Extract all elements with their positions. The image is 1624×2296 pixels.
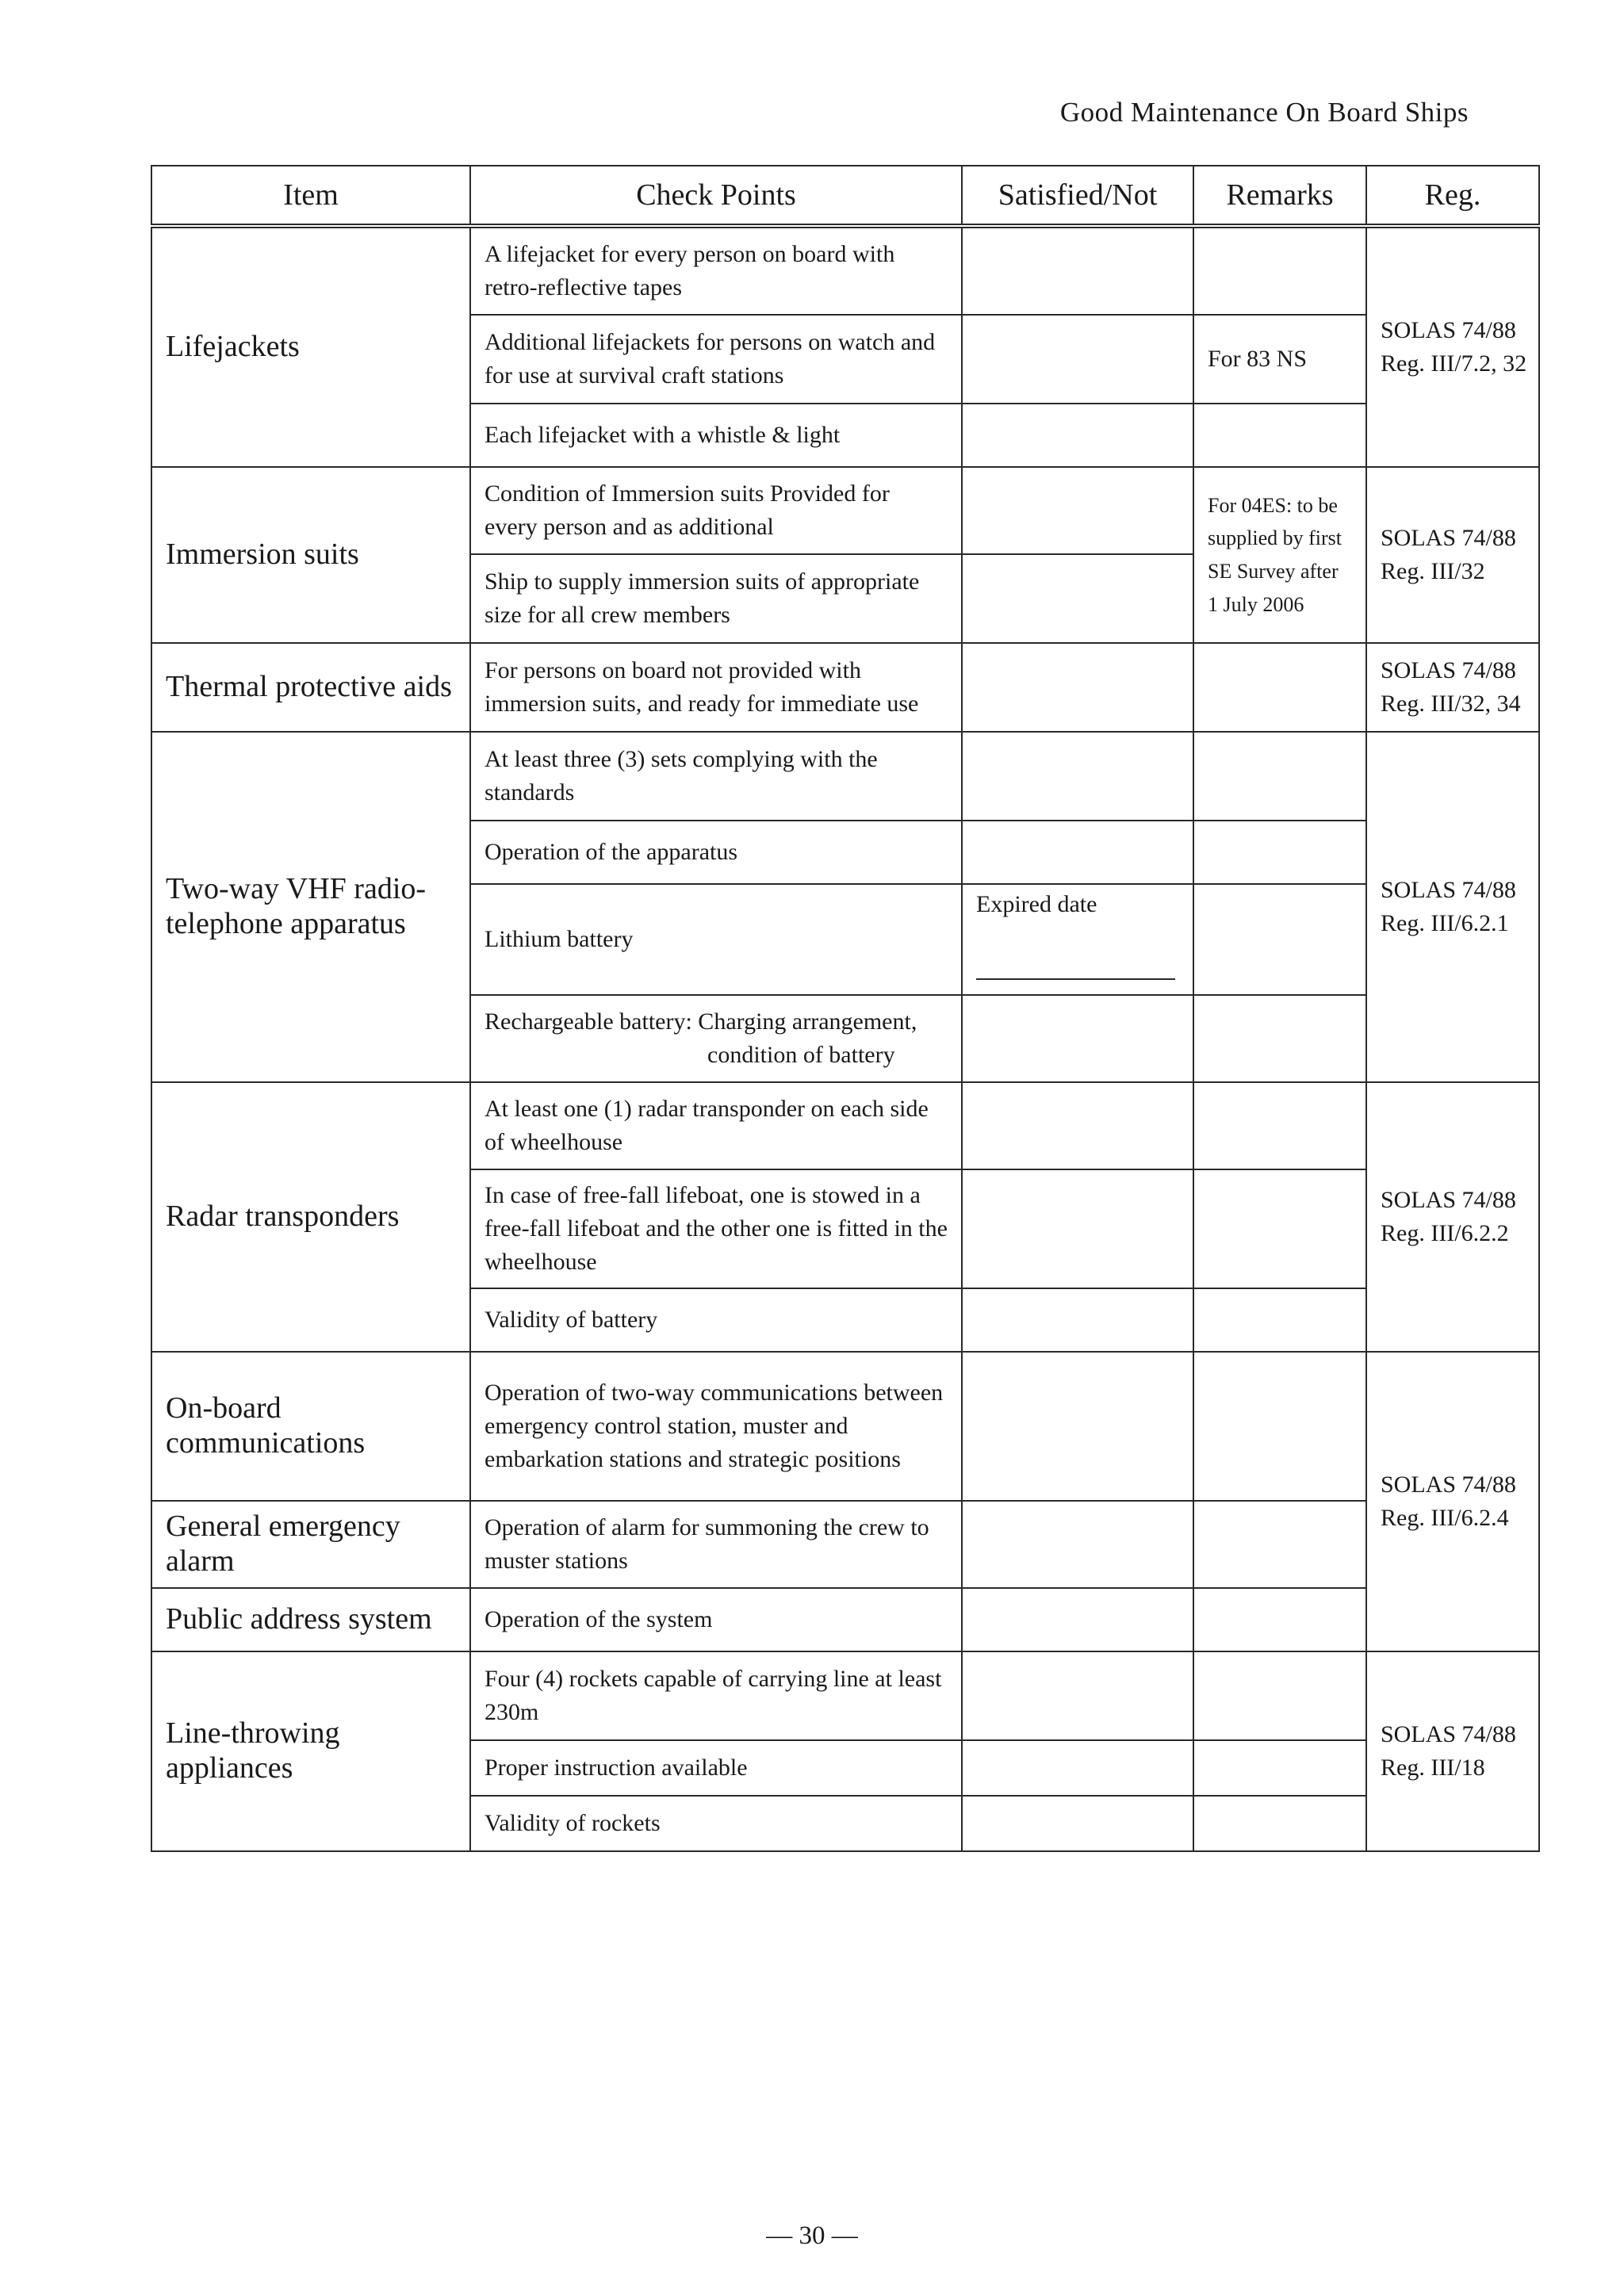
remarks-cell[interactable]	[1193, 821, 1366, 884]
satisfied-cell[interactable]	[962, 1288, 1193, 1352]
table-row	[151, 1588, 1539, 1651]
remarks-cell[interactable]	[1193, 1796, 1366, 1851]
satisfied-cell[interactable]	[962, 1796, 1193, 1851]
satisfied-cell[interactable]	[962, 1352, 1193, 1501]
table-row	[151, 1352, 1539, 1501]
check-point-cell: Each lifejacket with a whistle & light	[470, 404, 962, 467]
satisfied-cell[interactable]	[962, 995, 1193, 1082]
satisfied-cell[interactable]	[962, 404, 1193, 467]
reg-cell: SOLAS 74/88 Reg. III/32	[1366, 467, 1539, 643]
satisfied-cell[interactable]	[962, 467, 1193, 554]
item-cell: Thermal protective aids	[151, 643, 470, 732]
check-point-cell: Operation of the system	[470, 1588, 962, 1651]
running-header: Good Maintenance On Board Ships	[1059, 97, 1469, 128]
inspection-checklist-table	[151, 165, 1540, 1852]
item-cell: Lifejackets	[151, 226, 470, 467]
check-point-cell: Lithium battery	[470, 884, 962, 995]
satisfied-cell[interactable]	[962, 1501, 1193, 1588]
item-cell: Two-way VHF radio-telephone apparatus	[151, 732, 470, 1082]
check-point-cell: At least three (3) sets complying with the standards	[470, 732, 962, 821]
check-point-cell: Operation of the apparatus	[470, 821, 962, 884]
item-cell: Public address system	[151, 1588, 470, 1651]
check-point-cell: Proper instruction available	[470, 1740, 962, 1796]
check-point-text-continued: condition of battery	[707, 1042, 895, 1068]
table-row	[151, 643, 1539, 732]
remarks-cell[interactable]	[1193, 404, 1366, 467]
table-row	[151, 1501, 1539, 1588]
check-point-cell: Operation of two-way communications between emergency control station, muster and embarkation stations and strategic positions	[470, 1352, 962, 1501]
remarks-cell[interactable]	[1193, 1740, 1366, 1796]
expired-date-cell[interactable]	[962, 884, 1193, 995]
column-header-remarks: Remarks	[1193, 166, 1366, 226]
expired-date-label: Expired date	[976, 891, 1097, 917]
check-point-cell	[470, 995, 962, 1082]
table-row	[151, 226, 1539, 315]
remarks-cell[interactable]	[1193, 884, 1366, 995]
check-point-cell: Validity of rockets	[470, 1796, 962, 1851]
remarks-cell[interactable]	[1193, 1651, 1366, 1740]
table-row	[151, 467, 1539, 554]
check-point-cell: A lifejacket for every person on board with retro-reflective tapes	[470, 226, 962, 315]
column-header-reg: Reg.	[1366, 166, 1539, 226]
remarks-cell[interactable]	[1193, 226, 1366, 315]
check-point-cell: Condition of Immersion suits Provided for every person and as additional	[470, 467, 962, 554]
check-point-cell: Validity of battery	[470, 1288, 962, 1352]
table-row	[151, 1082, 1539, 1169]
satisfied-cell[interactable]	[962, 1588, 1193, 1651]
reg-cell: SOLAS 74/88 Reg. III/32, 34	[1366, 643, 1539, 732]
satisfied-cell[interactable]	[962, 554, 1193, 643]
reg-cell: SOLAS 74/88 Reg. III/6.2.4	[1366, 1352, 1539, 1651]
remarks-cell[interactable]: For 04ES: to be supplied by first SE Survey after 1 July 2006	[1193, 467, 1366, 643]
check-point-cell: For persons on board not provided with immersion suits, and ready for immediate use	[470, 643, 962, 732]
reg-cell: SOLAS 74/88 Reg. III/6.2.1	[1366, 732, 1539, 1082]
table-row	[151, 1651, 1539, 1740]
remarks-cell[interactable]	[1193, 1082, 1366, 1169]
remarks-cell[interactable]	[1193, 1588, 1366, 1651]
column-header-item: Item	[151, 166, 470, 226]
remarks-cell[interactable]: For 83 NS	[1193, 315, 1366, 404]
column-header-satisfied: Satisfied/Not	[962, 166, 1193, 226]
remarks-cell[interactable]	[1193, 1288, 1366, 1352]
remarks-cell[interactable]	[1193, 643, 1366, 732]
satisfied-cell[interactable]	[962, 1169, 1193, 1288]
reg-cell: SOLAS 74/88 Reg. III/18	[1366, 1651, 1539, 1851]
satisfied-cell[interactable]	[962, 1651, 1193, 1740]
item-cell: Radar transponders	[151, 1082, 470, 1352]
check-point-cell: In case of free-fall lifeboat, one is stowed in a free-fall lifeboat and the other one is fitted in the wheelhouse	[470, 1169, 962, 1288]
remarks-cell[interactable]	[1193, 1169, 1366, 1288]
satisfied-cell[interactable]	[962, 732, 1193, 821]
satisfied-cell[interactable]	[962, 821, 1193, 884]
satisfied-cell[interactable]	[962, 1082, 1193, 1169]
check-point-cell: Operation of alarm for summoning the crew to muster stations	[470, 1501, 962, 1588]
check-point-cell: At least one (1) radar transponder on each side of wheelhouse	[470, 1082, 962, 1169]
item-cell: Line-throwing appliances	[151, 1651, 470, 1851]
check-point-cell: Ship to supply immersion suits of appropriate size for all crew members	[470, 554, 962, 643]
reg-cell: SOLAS 74/88 Reg. III/6.2.2	[1366, 1082, 1539, 1352]
remarks-cell[interactable]	[1193, 732, 1366, 821]
remarks-cell[interactable]	[1193, 1352, 1366, 1501]
satisfied-cell[interactable]	[962, 1740, 1193, 1796]
check-point-text: Rechargeable battery: Charging arrangement,	[485, 1008, 917, 1035]
column-header-check-points: Check Points	[470, 166, 962, 226]
reg-cell: SOLAS 74/88 Reg. III/7.2, 32	[1366, 226, 1539, 467]
item-cell: General emergency alarm	[151, 1501, 470, 1588]
satisfied-cell[interactable]	[962, 315, 1193, 404]
check-point-cell: Four (4) rockets capable of carrying line at least 230m	[470, 1651, 962, 1740]
table-row	[151, 732, 1539, 821]
satisfied-cell[interactable]	[962, 643, 1193, 732]
page-number: — 30 —	[766, 2221, 858, 2250]
remarks-cell[interactable]	[1193, 1501, 1366, 1588]
table-header-row	[151, 166, 1539, 226]
check-point-cell: Additional lifejackets for persons on watch and for use at survival craft stations	[470, 315, 962, 404]
remarks-cell[interactable]	[1193, 995, 1366, 1082]
item-cell: Immersion suits	[151, 467, 470, 643]
expired-date-entry-line[interactable]	[976, 978, 1175, 980]
satisfied-cell[interactable]	[962, 226, 1193, 315]
item-cell: On-board communications	[151, 1352, 470, 1501]
